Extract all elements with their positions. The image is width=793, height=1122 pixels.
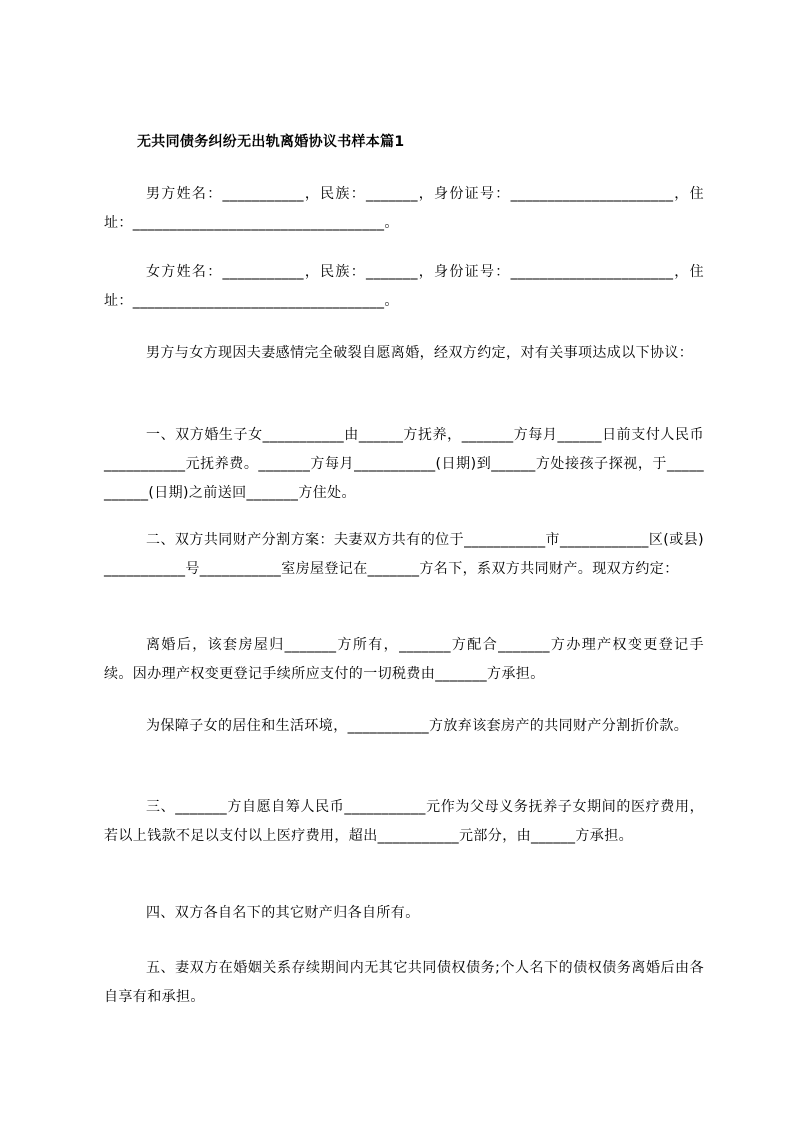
paragraph-medical-expenses: 三、_______方自愿自筹人民币___________元作为父母义务抚养子女期间的医疗费用，若以上钱款不足以支付以上医疗费用，超出___________元部分，由______方承担。 xyxy=(104,799,704,844)
paragraph-child-residence: 为保障子女的居住和生活环境，___________方放弃该套房产的共同财产分割折价款。 xyxy=(146,718,689,734)
paragraph-debts: 五、妻双方在婚姻关系存续期间内无其它共同债权债务;个人名下的债权债务离婚后由各自享有和承担。 xyxy=(104,960,704,1005)
paragraph-property-division: 二、双方共同财产分割方案：夫妻双方共有的位于___________市____________区(或县)___________号___________室房屋登记在_______方名下，系双方共同财产。现双方约定： xyxy=(104,532,704,577)
document-title: 无共同债务纠纷无出轨离婚协议书样本篇1 xyxy=(137,134,405,150)
paragraph-agreement-intro: 男方与女方现因夫妻感情完全破裂自愿离婚，经双方约定，对有关事项达成以下协议： xyxy=(146,345,694,361)
paragraph-male-party-info: 男方姓名：___________，民族：_______，身份证号：______________________，住址：__________________________________。 xyxy=(104,186,704,231)
paragraph-house-ownership: 离婚后，该套房屋归_______方所有，_______方配合_______方办理产权变更登记手续。因办理产权变更登记手续所应支付的一切税费由_______方承担。 xyxy=(104,637,704,682)
paragraph-child-custody: 一、双方婚生子女___________由______方抚养，_______方每月______日前支付人民币___________元抚养费。_______方每月___________(日期)到______方处接孩子探视，于___________(日期)之前送回_______方住处。 xyxy=(104,427,704,501)
paragraph-other-property: 四、双方各自名下的其它财产归各自所有。 xyxy=(146,905,420,921)
paragraph-female-party-info: 女方姓名：___________，民族：_______，身份证号：______________________，住址：__________________________________。 xyxy=(104,264,704,309)
